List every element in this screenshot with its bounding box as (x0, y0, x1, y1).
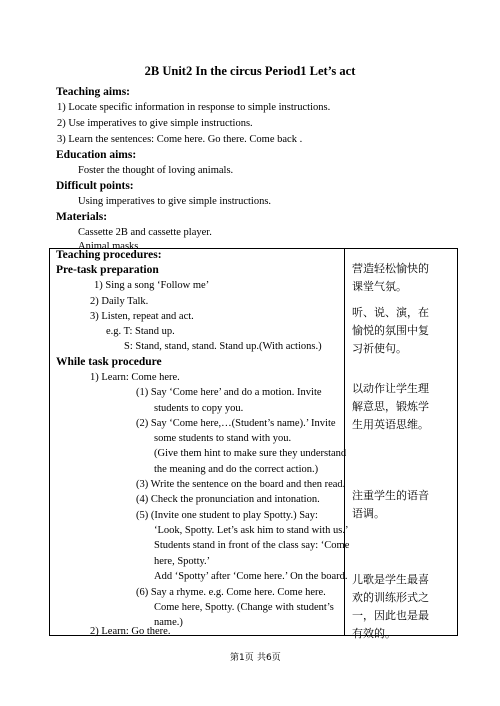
step-line: (2) Say ‘Come here,…(Student’s name).’ Invite (136, 418, 336, 429)
step-line: name.) (154, 617, 183, 628)
note-line: 听、说、演，在 (352, 306, 429, 319)
step-line: here, Spotty.’ (154, 556, 211, 567)
pre-task-item: S: Stand, stand, stand. Stand up.(With actions.) (124, 341, 322, 352)
aim-item: 2) Use imperatives to give simple instructions. (57, 118, 253, 129)
step-line: Students stand in front of the class say: ‘Come (154, 540, 350, 551)
step-line: (1) Say ‘Come here’ and do a motion. Invite (136, 387, 322, 398)
step-line: some students to stand with you. (154, 433, 292, 444)
step-line: ‘Look, Spotty. Let’s ask him to stand with us.’ (154, 525, 349, 536)
materials-item: Animal masks (78, 241, 139, 252)
note-line: 课堂气氛。 (352, 280, 407, 293)
step-line: students to copy you. (154, 403, 244, 414)
education-aims-heading: Education aims: (56, 149, 137, 161)
note-line: 愉悦的氛围中复 (352, 324, 429, 337)
pre-task-heading: Pre-task preparation (56, 264, 159, 276)
page-number: 第1页 (230, 653, 254, 663)
note-line: 生用英语思维。 (352, 418, 429, 431)
pre-task-item: e.g. T: Stand up. (106, 326, 175, 337)
teaching-aims-heading: Teaching aims: (56, 86, 131, 98)
step-line: Add ‘Spotty’ after ‘Come here.’ On the board. (154, 571, 348, 582)
note-line: 欢的训练形式之 (352, 591, 429, 604)
pre-task-item: 2) Daily Talk. (90, 296, 149, 307)
note-line: 解意思，锻炼学 (352, 400, 429, 413)
learn-item: 2) Learn: Go there. (90, 626, 171, 637)
step-line: (4) Check the pronunciation and intonation. (136, 494, 320, 505)
materials-item: Cassette 2B and cassette player. (78, 227, 212, 238)
note-line: 儿歌是学生最喜 (352, 573, 429, 586)
step-line: (5) (Invite one student to play Spotty.) Say: (136, 510, 318, 521)
note-line: 一，因此也是最 (352, 609, 429, 622)
education-aims-text: Foster the thought of loving animals. (78, 165, 234, 176)
while-task-heading: While task procedure (56, 356, 162, 368)
page-title: 2B Unit2 In the circus Period1 Let’s act (144, 64, 356, 78)
procedures-heading: Teaching procedures: (56, 249, 162, 261)
materials-heading: Materials: (56, 211, 108, 223)
note-line: 语调。 (352, 507, 385, 520)
note-line: 营造轻松愉快的 (352, 262, 429, 275)
pre-task-item: 3) Listen, repeat and act. (90, 311, 194, 322)
learn-item: 1) Learn: Come here. (90, 372, 180, 383)
step-line: the meaning and do the correct action.) (154, 464, 319, 475)
note-line: 有效的。 (352, 627, 396, 640)
step-line: (6) Say a rhyme. e.g. Come here. Come here. (136, 587, 326, 598)
step-line: Come here, Spotty. (Change with student’s (154, 602, 334, 613)
page-total: 共6页 (257, 653, 281, 663)
difficult-points-text: Using imperatives to give simple instructions. (78, 196, 272, 207)
aim-item: 3) Learn the sentences: Come here. Go there. Come back . (57, 134, 303, 145)
step-line: (3) Write the sentence on the board and then read. (136, 479, 346, 490)
pre-task-item: 1) Sing a song ‘Follow me’ (94, 280, 210, 291)
step-line: (Give them hint to make sure they understand (154, 448, 347, 459)
note-line: 以动作让学生理 (352, 382, 429, 395)
aim-item: 1) Locate specific information in response to simple instructions. (57, 102, 331, 113)
difficult-points-heading: Difficult points: (56, 180, 134, 192)
note-line: 注重学生的语音 (352, 489, 429, 502)
note-line: 习祈使句。 (352, 342, 407, 355)
